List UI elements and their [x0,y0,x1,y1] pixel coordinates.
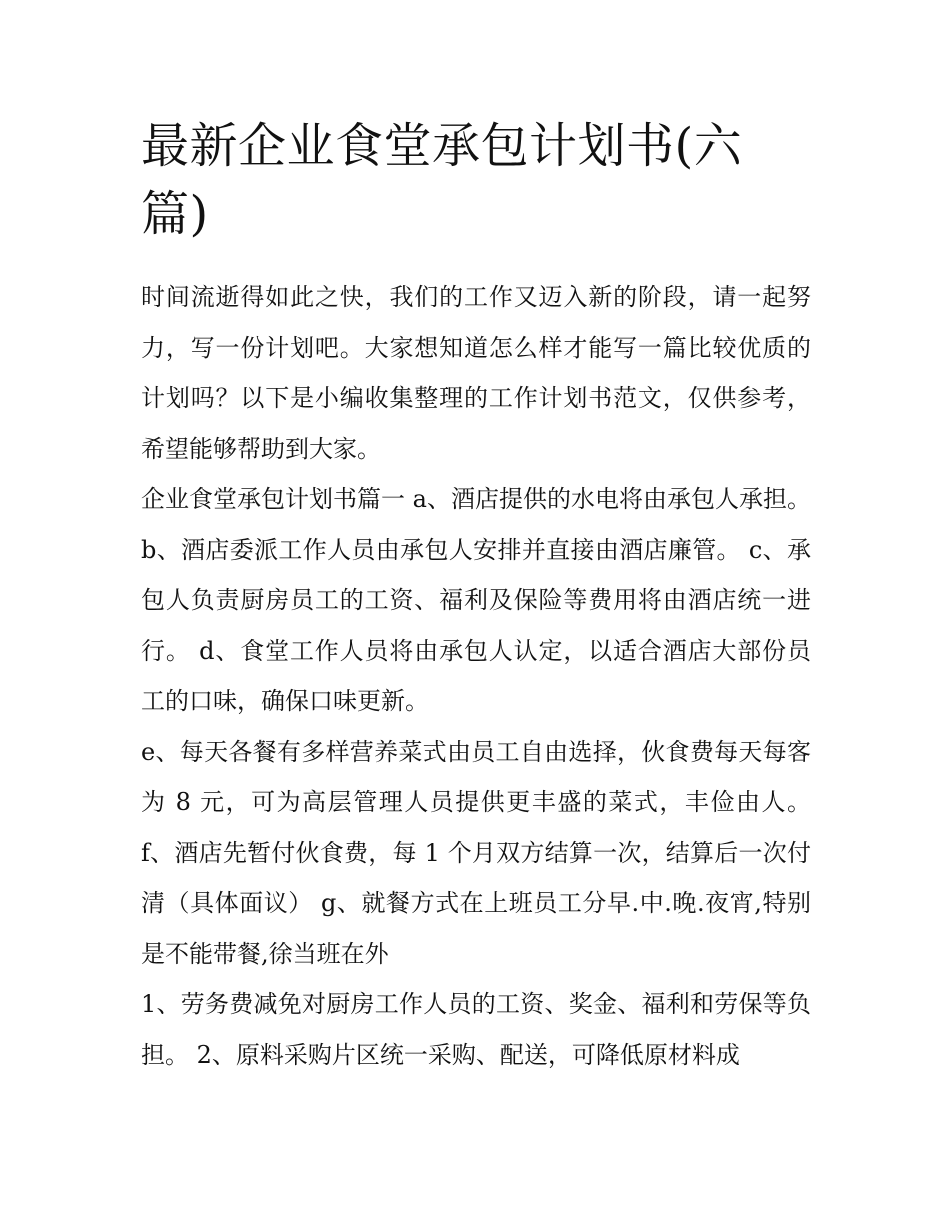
cost-benefits-paragraph: 1、劳务费减免对厨房工作人员的工资、奖金、福利和劳保等负担。 2、原料采购片区统一采购、配送，可降低原材料成 [141,990,811,1069]
section-one-paragraph: 企业食堂承包计划书篇一 a、酒店提供的水电将由承包人承担。 b、酒店委派工作人员由承包人安排并直接由酒店廉管。 c、承包人负责厨房员工的工资、福利及保险等费用将由酒店统一进行。 d、食堂工作人员将由承包人认定，以适合酒店大部份员工的口味，确保口味更新。 [141,485,811,715]
document-body [141,112,811,1080]
intro-paragraph: 时间流逝得如此之快，我们的工作又迈入新的阶段，请一起努力，写一份计划吧。大家想知道怎么样才能写一篇比较优质的计划吗？以下是小编收集整理的工作计划书范文，仅供参考，希望能够帮助到大家。 [141,283,811,463]
meal-terms-paragraph: e、每天各餐有多样营养菜式由员工自由选择，伙食费每天每客为 8 元，可为高层管理人员提供更丰盛的菜式，丰俭由人。 f、酒店先暂付伙食费，每 1 个月双方结算一次，结算后一次付清（具体面议） g、就餐方式在上班员工分早.中.晚.夜宵,特别是不能带餐,徐当班在外 [141,737,811,968]
document-title: 最新企业食堂承包计划书(六篇) [141,118,743,242]
